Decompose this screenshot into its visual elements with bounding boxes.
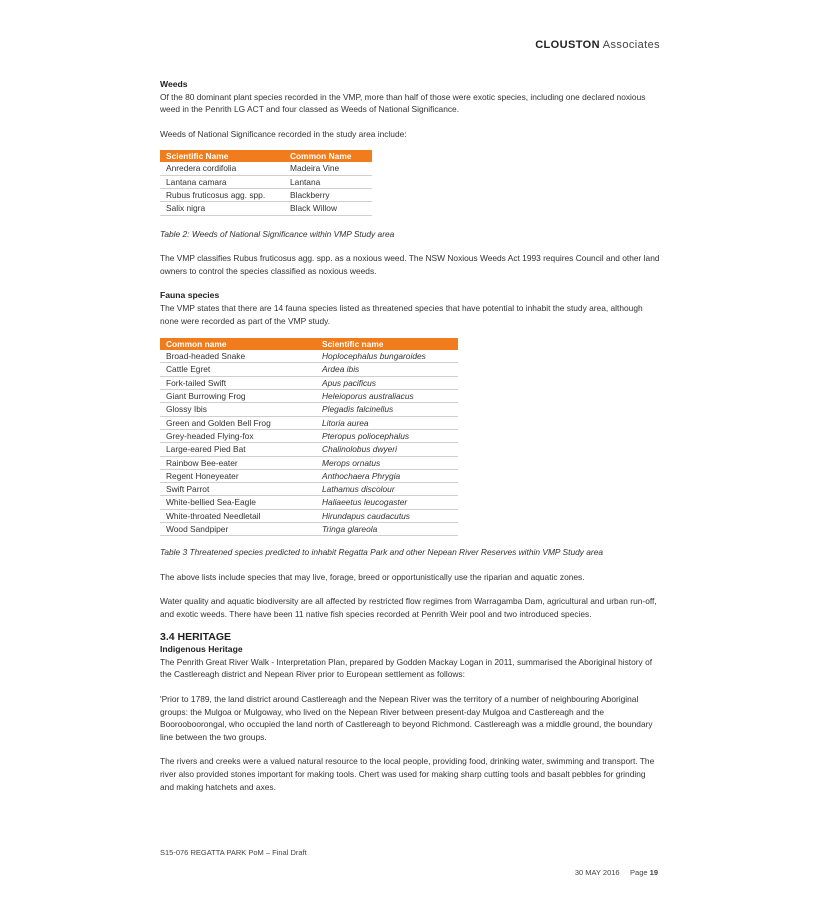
- fauna-table-cell: Wood Sandpiper: [160, 522, 316, 535]
- fauna-table-cell: Apus pacificus: [316, 376, 458, 389]
- heritage-section-title: 3.4 HERITAGE: [160, 630, 231, 643]
- weeds-table-row: [160, 202, 372, 215]
- weeds-table-row: [160, 175, 372, 188]
- fauna-table-cell: Broad-headed Snake: [160, 350, 316, 363]
- weeds-paragraph-3: The VMP classifies Rubus fruticosus agg. spp. as a noxious weed. The NSW Noxious Weeds Act 1993 requires Council and other land owners to control the species classified as noxious weeds.: [160, 253, 660, 276]
- fauna-table-row: [160, 483, 458, 496]
- fauna-table-row: [160, 443, 458, 456]
- weeds-table-header-common: Common Name: [284, 150, 372, 162]
- fauna-table-cell: Hoplocephalus bungaroides: [316, 350, 458, 363]
- weeds-paragraph-2: Weeds of National Significance recorded in the study area include:: [160, 128, 407, 139]
- fauna-paragraph-1: The VMP states that there are 14 fauna species listed as threatened species that have potential to inhabit the study area, although none were recorded as part of the VMP study.: [160, 302, 643, 326]
- weeds-table-row: [160, 162, 372, 175]
- weeds-heading: Weeds: [160, 79, 188, 89]
- fauna-table-caption: Table 3 Threatened species predicted to inhabit Regatta Park and other Nepean River Reserves within VMP Study area: [160, 547, 604, 558]
- weeds-table-cell: Anredera cordifolia: [160, 162, 284, 175]
- fauna-table-cell: Plegadis falcinellus: [316, 403, 458, 416]
- fauna-table-cell: Litoria aurea: [316, 416, 458, 429]
- fauna-table-row: [160, 416, 458, 429]
- fauna-table-cell: Haliaeetus leucogaster: [316, 496, 458, 509]
- weeds-table-cell: Madeira Vine: [284, 162, 372, 175]
- weeds-table-cell: Black Willow: [284, 202, 372, 215]
- fauna-table-header-common: Common name: [160, 338, 316, 350]
- fauna-heading: Fauna species: [160, 290, 220, 301]
- fauna-table-cell: Giant Burrowing Frog: [160, 390, 316, 403]
- fauna-table-cell: Swift Parrot: [160, 483, 316, 496]
- footer-doc-ref: S15-076 REGATTA PARK PoM – Final Draft: [160, 848, 307, 857]
- fauna-table-cell: Heleioporus australiacus: [316, 390, 458, 403]
- weeds-table-cell: Blackberry: [284, 188, 372, 201]
- fauna-table-row: [160, 469, 458, 482]
- weeds-table-cell: Lantana: [284, 175, 372, 188]
- weeds-paragraph-1: Of the 80 dominant plant species recorded in the VMP, more than half of those were exotic species, including one declared noxious weed in the Penrith LG ACT and four classed as Weeds of National Significance.: [160, 91, 646, 115]
- fauna-table-cell: Green and Golden Bell Frog: [160, 416, 316, 429]
- fauna-table-row: [160, 522, 458, 535]
- fauna-table-cell: Cattle Egret: [160, 363, 316, 376]
- fauna-table-row: [160, 350, 458, 363]
- fauna-table-cell: Fork-tailed Swift: [160, 376, 316, 389]
- fauna-table-cell: Glossy Ibis: [160, 403, 316, 416]
- fauna-table-cell: White-throated Needletail: [160, 509, 316, 522]
- heritage-paragraph-3: The rivers and creeks were a valued natural resource to the local people, providing food, drinking water, swimming and transport. The river also provided stones important for making tools. Chert was used for making sharp cutting tools and basalt pebbles for grinding and making hatchets and axes.: [160, 756, 655, 792]
- heritage-paragraph-1: The Penrith Great River Walk - Interpretation Plan, prepared by Godden Mackay Logan in 2011, summarised the Aboriginal history of the Castlereagh district and Nepean River prior to European settlement as follows:: [160, 656, 653, 680]
- fauna-paragraph-3: Water quality and aquatic biodiversity are all affected by restricted flow regimes from Warragamba Dam, agricultural and urban run-off, and exotic weeds. There have been 11 native fish species recorded at Penrith Weir pool and two introduced species.: [160, 596, 657, 620]
- fauna-table-cell: Anthochaera Phrygia: [316, 469, 458, 482]
- brand-name-rest: Associates: [602, 39, 660, 51]
- fauna-table-cell: Pteropus poliocephalus: [316, 429, 458, 442]
- footer-page-info: [575, 868, 658, 877]
- fauna-table-cell: Tringa glareola: [316, 522, 458, 535]
- fauna-table-cell: Large-eared Pied Bat: [160, 443, 316, 456]
- fauna-table-row: [160, 403, 458, 416]
- weeds-table-cell: Salix nigra: [160, 202, 284, 215]
- weeds-table-cell: Lantana camara: [160, 175, 284, 188]
- footer-page-label: Page: [630, 868, 648, 877]
- weeds-table-header-scientific: Scientific Name: [160, 150, 284, 162]
- fauna-table-cell: Chalinolobus dwyeri: [316, 443, 458, 456]
- weeds-table-caption: Table 2: Weeds of National Significance within VMP Study area: [160, 228, 395, 239]
- weeds-table: [160, 150, 372, 215]
- weeds-table-row: [160, 188, 372, 201]
- fauna-table-cell: White-bellied Sea-Eagle: [160, 496, 316, 509]
- fauna-table-row: [160, 376, 458, 389]
- brand-name-bold: CLOUSTON: [535, 39, 600, 51]
- heritage-paragraph-2: 'Prior to 1789, the land district around Castlereagh and the Nepean River was the territory of a number of neighbouring Aboriginal groups: the Mulgoa or Mulgoway, who lived on the Nepean River between present-day Mulgoa and Castlereagh and the Boorooboorongal, who occupied the land north of Castlereagh to beyond Richmond. Castlereagh was a middle ground, the boundary line between the two groups.: [160, 694, 653, 742]
- footer-page-number: 19: [649, 868, 658, 877]
- fauna-paragraph-2: The above lists include species that may live, forage, breed or opportunistically use the riparian and aquatic zones.: [160, 571, 585, 582]
- fauna-table-cell: Hirundapus caudacutus: [316, 509, 458, 522]
- fauna-table-row: [160, 496, 458, 509]
- fauna-table-row: [160, 390, 458, 403]
- fauna-table-header-scientific: Scientific name: [316, 338, 458, 350]
- document-body: [160, 78, 660, 793]
- fauna-table-row: [160, 429, 458, 442]
- fauna-table-row: [160, 509, 458, 522]
- footer-date: 30 MAY 2016: [574, 868, 620, 877]
- fauna-table-cell: Grey-headed Flying-fox: [160, 429, 316, 442]
- fauna-table-cell: Merops ornatus: [316, 456, 458, 469]
- fauna-table: [160, 338, 458, 536]
- fauna-table-row: [160, 456, 458, 469]
- fauna-table-cell: Regent Honeyeater: [160, 469, 316, 482]
- weeds-table-cell: Rubus fruticosus agg. spp.: [160, 188, 284, 201]
- fauna-table-cell: Rainbow Bee-eater: [160, 456, 316, 469]
- page-header: [535, 39, 660, 51]
- fauna-table-cell: Ardea ibis: [316, 363, 458, 376]
- heritage-sub-heading: Indigenous Heritage: [160, 644, 243, 655]
- fauna-table-cell: Lathamus discolour: [316, 483, 458, 496]
- fauna-table-row: [160, 363, 458, 376]
